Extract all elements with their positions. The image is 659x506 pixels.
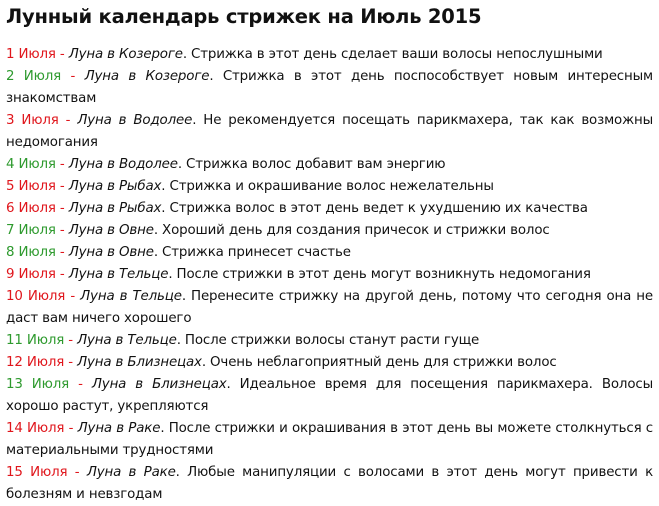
entry-separator: - [59,201,65,216]
list-item [6,110,653,154]
entry-date: 13 Июля [6,377,70,392]
list-item [6,286,653,330]
calendar-list [6,44,653,506]
entry-separator: - [68,355,73,370]
entry-date: 11 Июля [6,333,65,348]
entry-separator: - [70,289,75,304]
entry-text: . Хороший день для создания причесок и стрижки волос [153,223,550,238]
moon-sign: Луна в Водолее [68,157,178,172]
entry-text: . Очень неблагоприятный день для стрижки волос [201,355,557,370]
entry-separator: - [59,245,65,260]
entry-text: . Стрижка и окрашивание волос нежелательны [161,179,494,194]
list-item [6,176,653,198]
moon-sign: Луна в Овне [68,223,154,238]
moon-sign: Луна в Рыбах [68,201,162,216]
entry-date: 7 Июля [6,223,56,238]
list-item [6,462,653,506]
entry-text: . Перенесите стрижку на другой день, потому что сегодня она не даст вам ничего хорошего [6,289,654,326]
moon-sign: Луна в Тельце [77,333,177,348]
moon-sign: Луна в Тельце [68,267,169,282]
list-item [6,352,653,374]
moon-sign: Луна в Близнецах [77,355,202,370]
entry-text: . Не рекомендуется посещать парикмахера, так как возможны недомогания [6,113,654,150]
list-item [6,242,653,264]
entry-date: 14 Июля [6,421,65,436]
entry-date: 9 Июля [6,267,56,282]
moon-sign: Луна в Козероге [68,47,183,62]
list-item [6,154,653,176]
list-item [6,374,653,418]
entry-separator: - [74,465,80,480]
entry-text: . После стрижки волосы станут расти гуще [176,333,480,348]
entry-separator: - [70,69,76,84]
moon-sign: Луна в Козероге [84,69,210,84]
page-title: Лунный календарь стрижек на Июль 2015 [6,5,482,28]
entry-text: . После стрижки в этот день могут возникнуть недомогания [168,267,591,282]
moon-sign: Луна в Раке [77,421,161,436]
list-item [6,220,653,242]
entry-date: 3 Июля [6,113,59,128]
entry-date: 2 Июля [6,69,62,84]
list-item [6,198,653,220]
entry-date: 15 Июля [6,465,68,480]
entry-text: . Любые манипуляции с волосами в этот день могут привести к болезням и невзгодам [6,465,654,502]
list-item [6,66,653,110]
entry-date: 1 Июля [6,47,56,62]
entry-text: . Стрижка волос добавит вам энергию [177,157,446,172]
entry-separator: - [59,223,65,238]
entry-date: 8 Июля [6,245,56,260]
entry-date: 5 Июля [6,179,56,194]
list-item [6,418,653,462]
entry-separator: - [59,47,65,62]
moon-sign: Луна в Овне [68,245,154,260]
entry-separator: - [68,421,74,436]
entry-text: . Стрижка в этот день поспособствует новым интересным знакомствам [6,69,653,106]
entry-text: . Идеальное время для посещения парикмахера. Волосы хорошо растут, укрепляются [6,377,653,414]
list-item [6,264,653,286]
entry-text: . Стрижка в этот день сделает ваши волосы непослушными [182,47,603,62]
entry-text: . После стрижки и окрашивания в этот день вы можете столкнуться с материальными трудностями [6,421,653,458]
list-item [6,330,653,352]
moon-sign: Луна в Тельце [80,289,182,304]
moon-sign: Луна в Раке [86,465,176,480]
entry-separator: - [59,157,65,172]
list-item [6,44,653,66]
entry-separator: - [78,377,83,392]
entry-separator: - [68,333,73,348]
entry-date: 10 Июля [6,289,66,304]
moon-sign: Луна в Рыбах [68,179,162,194]
entry-separator: - [59,267,65,282]
entry-separator: - [59,179,65,194]
entry-date: 4 Июля [6,157,56,172]
entry-date: 6 Июля [6,201,56,216]
entry-text: . Стрижка волос в этот день ведет к ухудшению их качества [161,201,588,216]
moon-sign: Луна в Водолее [77,113,193,128]
moon-sign: Луна в Близнецах [91,377,227,392]
entry-separator: - [65,113,71,128]
entry-date: 12 Июля [6,355,65,370]
entry-text: . Стрижка принесет счастье [153,245,351,260]
